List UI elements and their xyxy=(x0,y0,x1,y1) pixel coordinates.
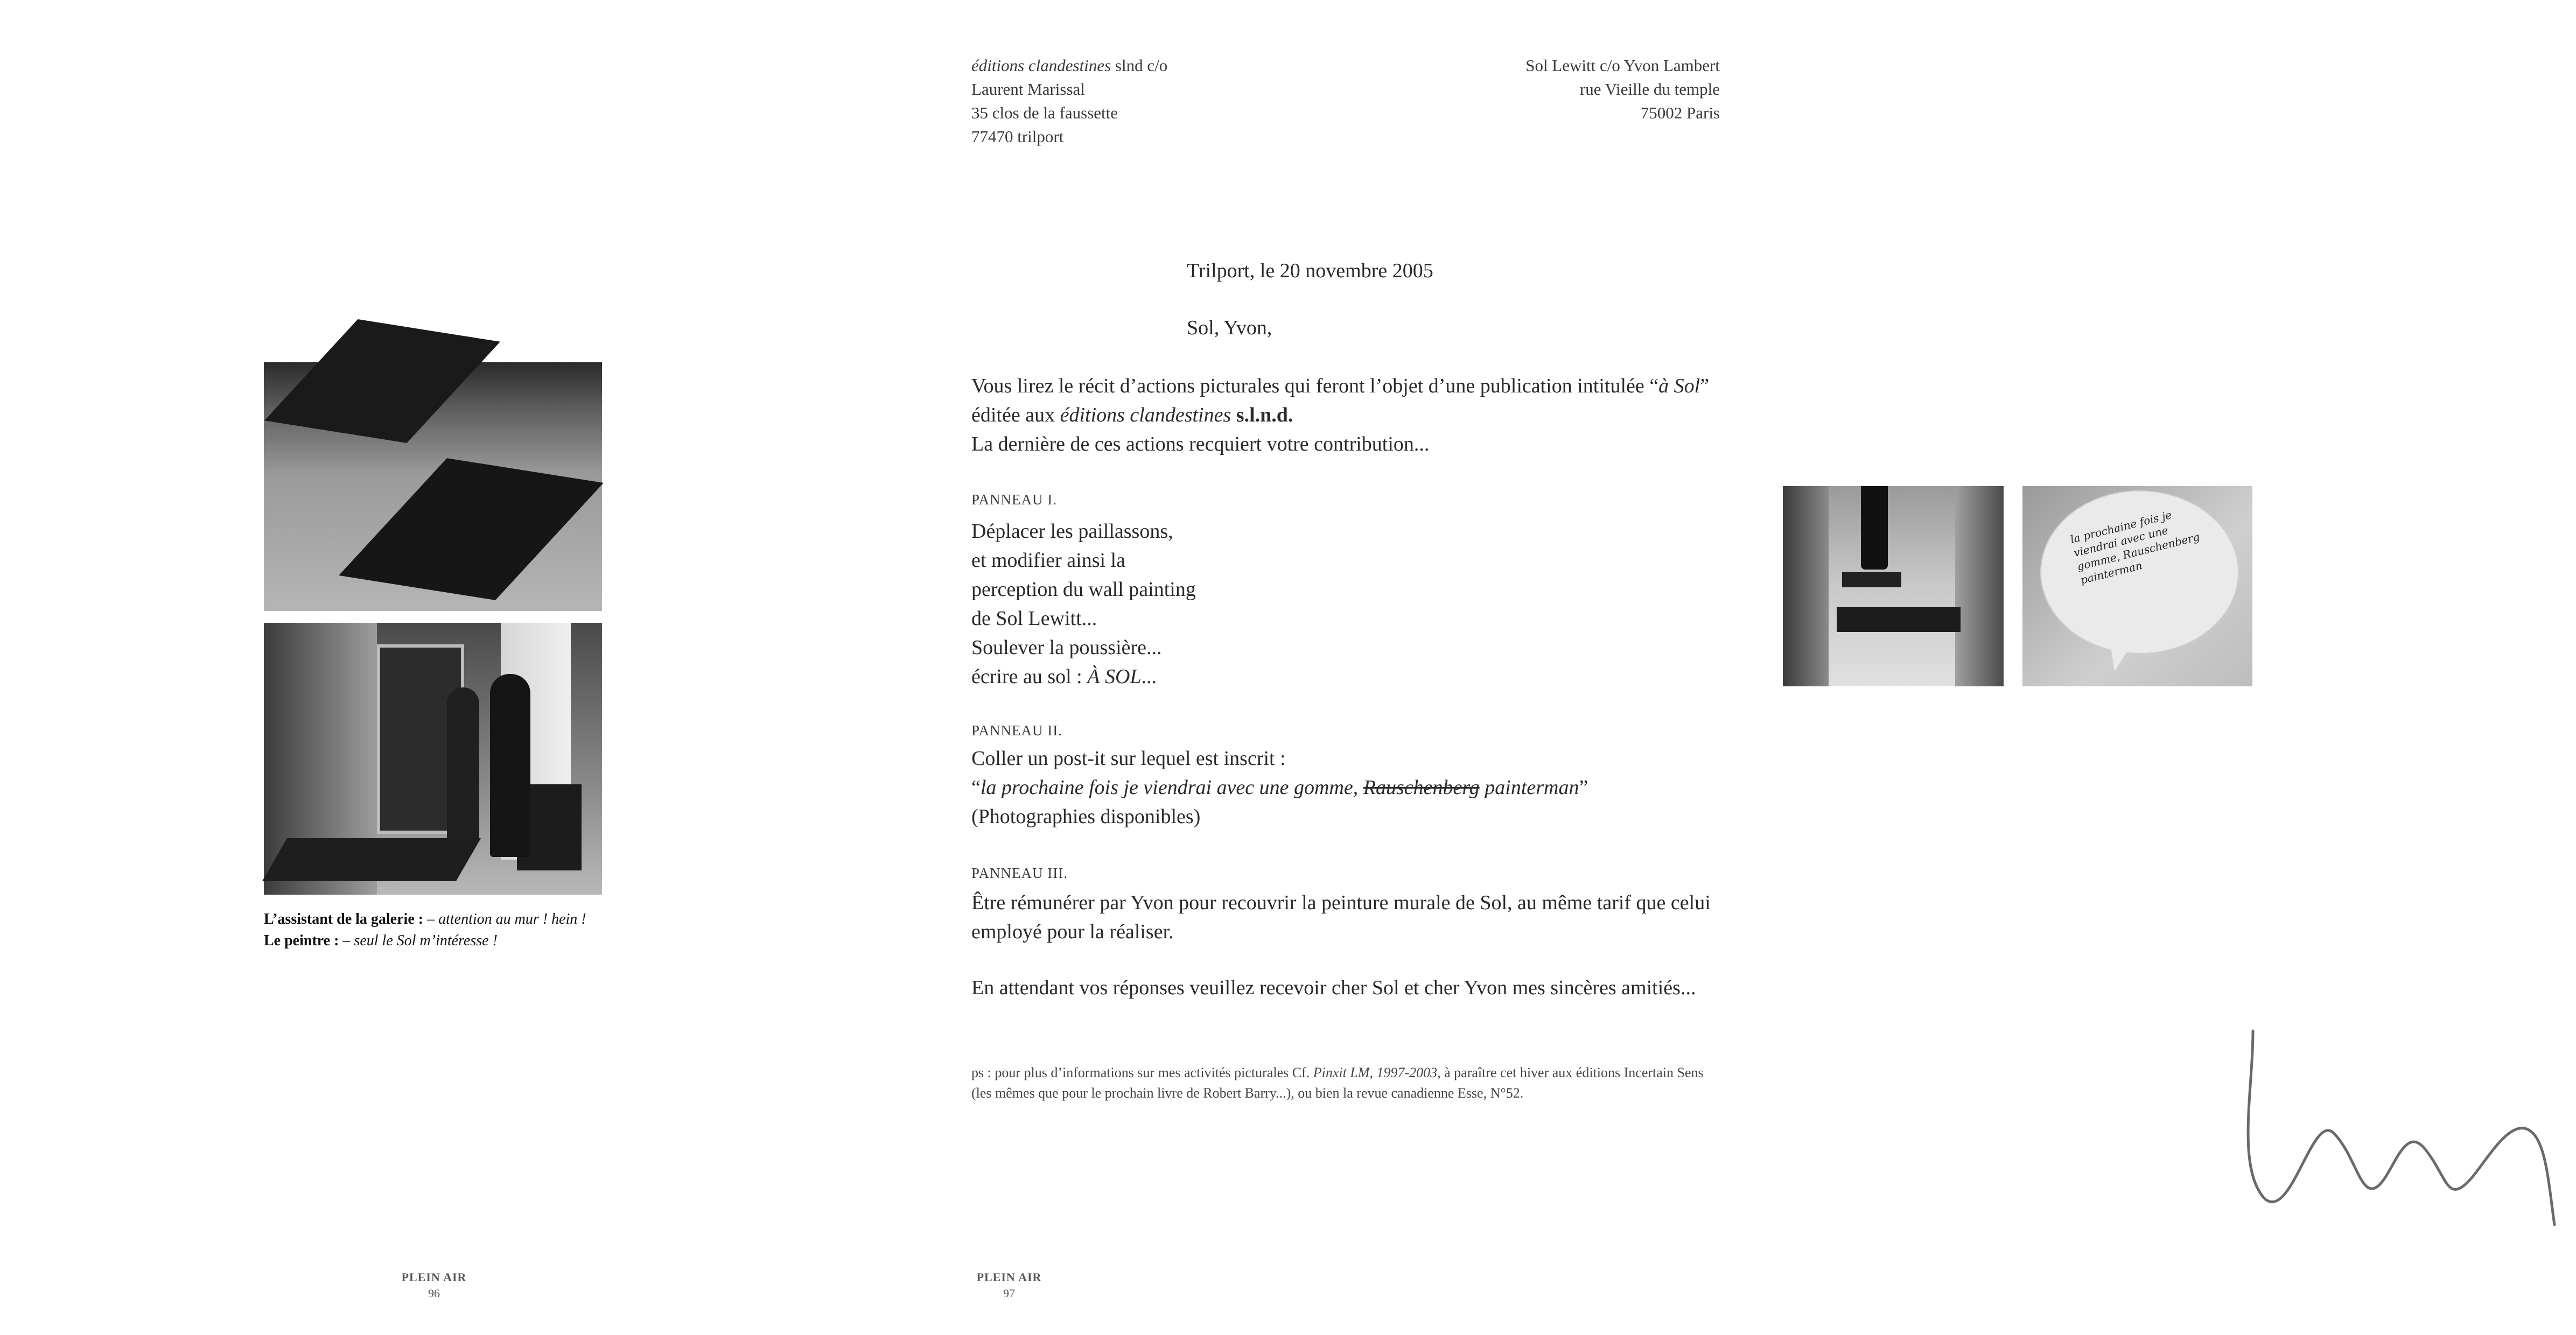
handwritten-signature xyxy=(2231,1025,2576,1230)
letter-intro: Vous lirez le récit d’actions picturales qui feront l’objet d’une publication intitulée “à Sol” éditée aux éditions clandestines s.l.n.d. La dernière de ces actions recquiert votre contribution... xyxy=(971,375,1710,455)
doormat xyxy=(262,838,481,881)
handwritten-note: la prochaine fois je viendrai avec une gomme, Rauschenberg painterman xyxy=(2069,508,2201,587)
letter-salutation: Sol, Yvon, xyxy=(1187,317,1272,339)
gallery-assistant-figure xyxy=(447,687,479,844)
page-footer xyxy=(369,1269,499,1302)
doormat xyxy=(339,458,604,600)
running-title: PLEIN AIR xyxy=(976,1270,1042,1284)
sender-org: éditions clandestines xyxy=(971,56,1111,75)
left-page xyxy=(0,0,891,1335)
page-number: 97 xyxy=(1003,1287,1015,1300)
photo-caption xyxy=(264,909,608,952)
running-title: PLEIN AIR xyxy=(401,1270,467,1284)
page-footer xyxy=(944,1269,1074,1302)
walking-figure xyxy=(1861,486,1888,570)
letter-closing: En attendant vos réponses veuillez recevoir cher Sol et cher Yvon mes sincères amitiés... xyxy=(971,976,1696,999)
sender-address: éditions clandestines slnd c/o Laurent Marissal 35 clos de la faussette 77470 trilport xyxy=(971,54,1167,149)
recipient-address: Sol Lewitt c/o Yvon Lambert rue Vieille du temple 75002 Paris xyxy=(1525,56,1720,122)
panneau-3-text: Être rémunérer par Yvon pour recouvrir la peinture murale de Sol, au même tarif que celui employé pour la réaliser. xyxy=(971,891,1711,943)
sender-name: Laurent Marissal xyxy=(971,80,1085,99)
letter-date: Trilport, le 20 novembre 2005 xyxy=(1187,259,1433,282)
caption-dialogue: – seul le Sol m’intéresse ! xyxy=(342,932,498,949)
doormat xyxy=(264,319,500,443)
gallery-scene-photo xyxy=(264,623,602,895)
doormat xyxy=(1842,572,1901,587)
caption-dialogue: – attention au mur ! hein ! xyxy=(427,911,586,928)
doormat xyxy=(1837,607,1961,632)
corridor-photo xyxy=(1783,486,2004,686)
post-it-photo xyxy=(2022,486,2252,686)
panneau-1-text: Déplacer les paillassons, et modifier ainsi la perception du wall painting de Sol Lewitt... Soulever la poussière... écrire au sol : À SOL... xyxy=(971,520,1196,688)
painter-figure xyxy=(490,674,530,857)
sender-city: 77470 trilport xyxy=(971,127,1064,146)
panneau-1-heading: PANNEAU I. xyxy=(971,491,1058,508)
right-page xyxy=(891,0,2201,1335)
panneau-2-text: Coller un post-it sur lequel est inscrit : “la prochaine fois je viendrai avec une gomme, Rauschenberg painterman” (Photographies disponibles) xyxy=(971,747,1588,828)
doormats-photo xyxy=(264,362,602,611)
postscript: ps : pour plus d’informations sur mes activités picturales Cf. Pinxit LM, 1997-2003, à paraître cet hiver aux éditions Incertain Sens (les mêmes que pour le prochain livre de Robert Barry...), ou bien la revue canadienne Esse, N°52. xyxy=(971,1065,1704,1101)
page-number: 96 xyxy=(428,1287,440,1300)
caption-speaker: Le peintre : xyxy=(264,932,339,949)
caption-speaker: L’assistant de la galerie : xyxy=(264,911,424,928)
panneau-2-heading: PANNEAU II. xyxy=(971,722,1063,739)
panneau-3-heading: PANNEAU III. xyxy=(971,865,1068,881)
sender-street: 35 clos de la faussette xyxy=(971,103,1118,122)
